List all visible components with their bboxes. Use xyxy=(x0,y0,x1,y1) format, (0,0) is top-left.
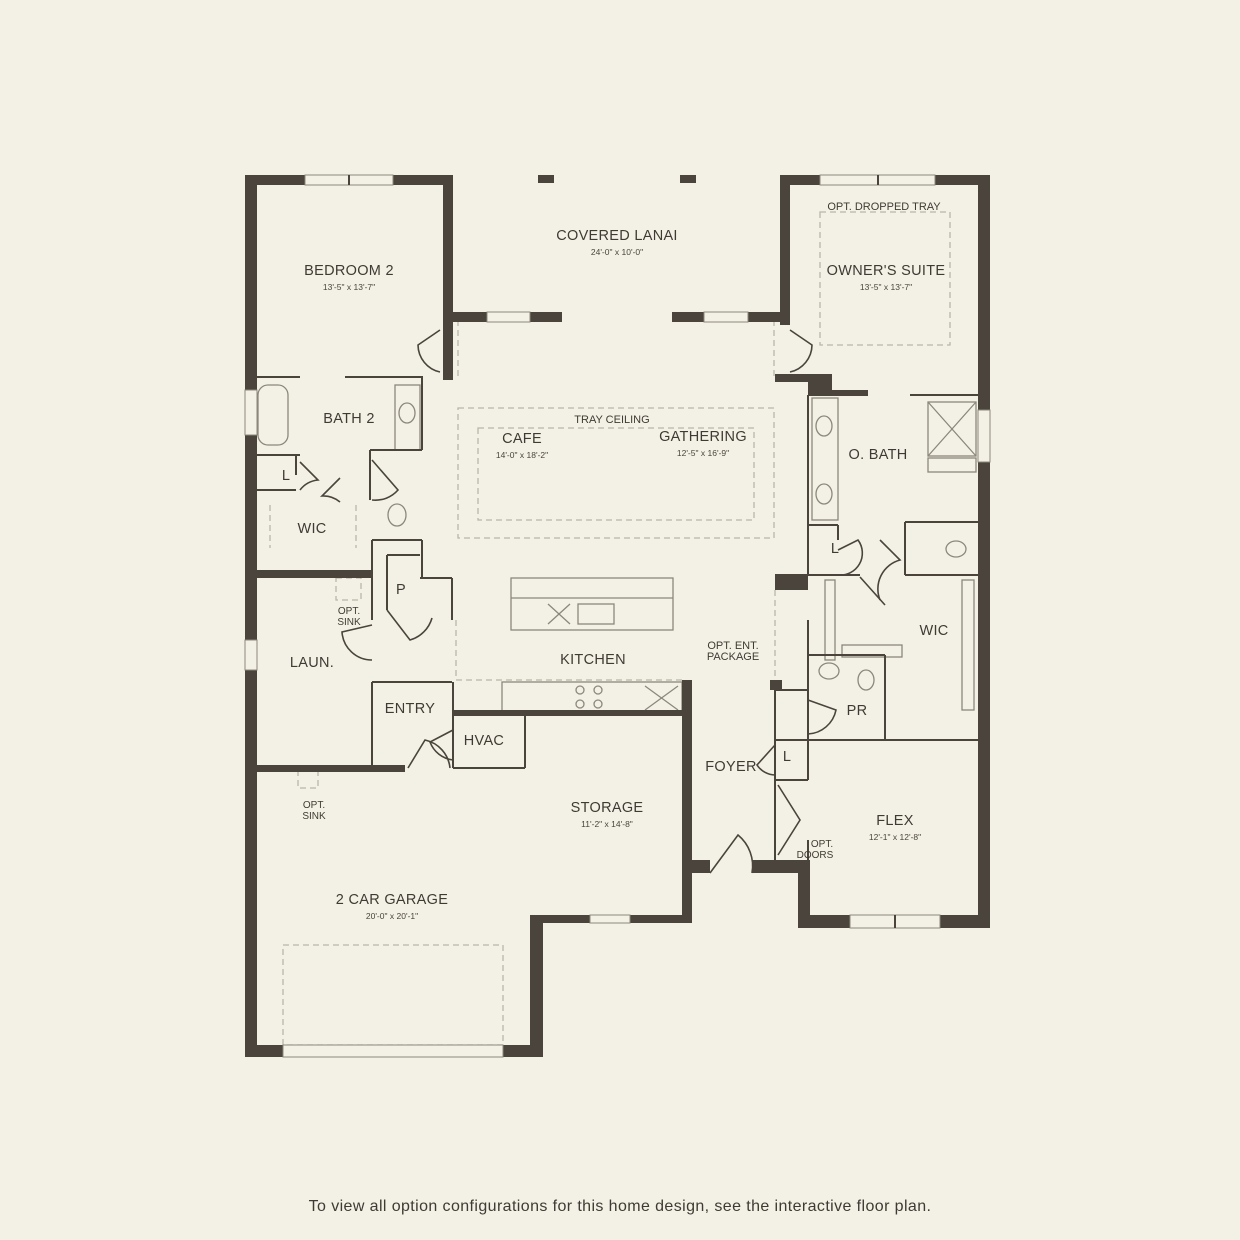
hvac-label: HVAC xyxy=(463,733,505,749)
linen-closet-2: L xyxy=(830,541,840,557)
owners-suite-dims: 13'-5" x 13'-7" xyxy=(859,282,913,292)
storage-label: STORAGE xyxy=(570,800,644,816)
linen-closet-3: L xyxy=(782,749,792,765)
pantry-label: P xyxy=(396,582,406,598)
opt-sink-garage-1: OPT. xyxy=(302,800,326,811)
laundry-label: LAUN. xyxy=(289,655,335,671)
opt-sink-laundry-1: OPT. xyxy=(337,606,361,617)
wic-right-label: WIC xyxy=(919,623,949,639)
bedroom2-dims: 13'-5" x 13'-7" xyxy=(322,282,376,292)
gathering-dims: 12'-5" x 16'-9" xyxy=(676,448,730,458)
garage-label: 2 CAR GARAGE xyxy=(335,892,449,908)
linen-closet-1: L xyxy=(281,468,291,484)
opt-ent-package-1: OPT. ENT. xyxy=(707,640,759,652)
kitchen-label: KITCHEN xyxy=(560,652,626,668)
opt-doors-2: DOORS xyxy=(796,850,834,861)
covered-lanai-dims: 24'-0" x 10'-0" xyxy=(590,247,644,257)
bath2-label: BATH 2 xyxy=(323,411,375,427)
wic-left-label: WIC xyxy=(297,521,327,537)
storage-dims: 11'-2" x 14'-8" xyxy=(581,819,633,829)
cafe-dims: 14'-0" x 18'-2" xyxy=(495,450,549,460)
opt-ent-package-2: PACKAGE xyxy=(706,651,760,663)
opt-doors-1: OPT. xyxy=(810,839,834,850)
opt-dropped-tray-label: OPT. DROPPED TRAY xyxy=(827,201,941,213)
entry-label: ENTRY xyxy=(384,701,436,717)
footnote: To view all option configurations for this home design, see the interactive floor plan. xyxy=(308,1198,932,1215)
owners-suite-label: OWNER'S SUITE xyxy=(826,263,946,279)
garage-dims: 20'-0" x 20'-1" xyxy=(365,911,419,921)
flex-label: FLEX xyxy=(876,813,914,829)
bedroom2-label: BEDROOM 2 xyxy=(304,263,394,279)
foyer-label: FOYER xyxy=(705,759,757,775)
room-labels xyxy=(282,201,949,921)
cafe-label: CAFE xyxy=(502,431,542,447)
flex-dims: 12'-1" x 12'-8" xyxy=(868,832,922,842)
covered-lanai-label: COVERED LANAI xyxy=(556,228,678,244)
gathering-label: GATHERING xyxy=(659,429,747,445)
opt-sink-laundry-2: SINK xyxy=(337,617,361,628)
opt-sink-garage-2: SINK xyxy=(302,811,326,822)
owner-bath-label: O. BATH xyxy=(848,447,908,463)
powder-room-label: PR xyxy=(846,703,868,719)
tray-ceiling-label: TRAY CEILING xyxy=(574,414,650,426)
